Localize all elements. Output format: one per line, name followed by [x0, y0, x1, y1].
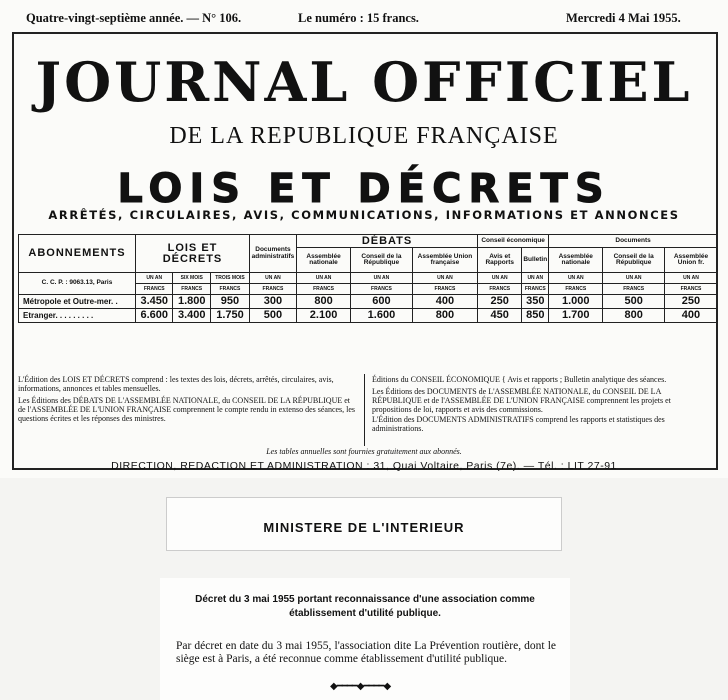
- row-label-etranger: Etranger. . . . . . . . .: [19, 309, 136, 323]
- price-cell: 350: [522, 295, 549, 309]
- unit-francs: FRANCS: [549, 284, 603, 295]
- price-cell: 600: [351, 295, 413, 309]
- period-un-an: UN AN: [522, 273, 549, 284]
- docs-an-header: Assemblée nationale: [549, 248, 603, 273]
- issue-date: Mercredi 4 Mai 1955.: [566, 11, 681, 25]
- section-title: LOIS ET DÉCRETS: [117, 166, 611, 212]
- decret-title: Décret du 3 mai 1955 portant reconnaissance d'une association comme établissement d'utilité publique.: [195, 594, 535, 619]
- price-cell: 800: [296, 295, 350, 309]
- price-cell: 3.450: [136, 295, 173, 309]
- unit-francs: FRANCS: [478, 284, 522, 295]
- row-label-metropole: Métropole et Outre-mer. .: [19, 295, 136, 309]
- unit-francs: FRANCS: [351, 284, 413, 295]
- period-un-an: UN AN: [136, 273, 173, 284]
- price-cell: 1.700: [549, 309, 603, 323]
- price-cell: 250: [478, 295, 522, 309]
- tables-note: Les tables annuelles sont fournies gratuitement aux abonnés.: [266, 447, 462, 456]
- docs-uf-header: Assemblée Union fr.: [664, 248, 717, 273]
- price-cell: 800: [603, 309, 665, 323]
- period-trois-mois: TROIS MOIS: [210, 273, 249, 284]
- price-cell: 450: [478, 309, 522, 323]
- debats-cr-header: Conseil de la République: [351, 248, 413, 273]
- debats-header: DÉBATS: [296, 235, 477, 248]
- price-cell: 1.600: [351, 309, 413, 323]
- issue-number: Quatre-vingt-septième année. — N° 106.: [26, 11, 242, 25]
- notes-left: [18, 375, 356, 426]
- price-cell: 6.600: [136, 309, 173, 323]
- period-six-mois: SIX MOIS: [173, 273, 210, 284]
- unit-francs: FRANCS: [210, 284, 249, 295]
- note-lois: L'Édition des LOIS ET DÉCRETS comprend : les textes des lois, décrets, arrêtés, circulaires, avis, informations, annonces et tables mensuelles.: [18, 375, 334, 393]
- note-docs-admin: L'Édition des DOCUMENTS ADMINISTRATIFS comprend les rapports et statistiques des administrations.: [372, 415, 665, 433]
- avis-header: Avis et Rapports: [478, 248, 522, 273]
- lois-header: LOIS ET DÉCRETS: [136, 235, 250, 273]
- unit-francs: FRANCS: [664, 284, 717, 295]
- note-documents: Les Éditions des DOCUMENTS de L'ASSEMBLÉE NATIONALE, du CONSEIL DE LA RÉPUBLIQUE et de l'ASSEMBLÉE DE L'UNION FRANÇAISE comprennent les projets et propositions de loi, rapports et avis des commissions.: [372, 387, 671, 414]
- period-un-an: UN AN: [549, 273, 603, 284]
- price-cell: 3.400: [173, 309, 210, 323]
- unit-francs: FRANCS: [249, 284, 296, 295]
- period-un-an: UN AN: [603, 273, 665, 284]
- unit-francs: FRANCS: [412, 284, 477, 295]
- table-row: [19, 295, 718, 309]
- unit-francs: FRANCS: [296, 284, 350, 295]
- debats-uf-header: Assemblée Union française: [412, 248, 477, 273]
- price-cell: 950: [210, 295, 249, 309]
- price-cell: 300: [249, 295, 296, 309]
- price-cell: 500: [603, 295, 665, 309]
- unit-francs: FRANCS: [603, 284, 665, 295]
- unit-francs: FRANCS: [136, 284, 173, 295]
- price-cell: 800: [412, 309, 477, 323]
- ccp-label: C. C. P. : 9063.13, Paris: [19, 273, 136, 295]
- debats-an-header: Assemblée nationale: [296, 248, 350, 273]
- price-cell: 500: [249, 309, 296, 323]
- ministere-heading: MINISTERE DE L'INTERIEUR: [263, 520, 465, 535]
- bulletin-header: Bulletin: [522, 248, 549, 273]
- issue-price: Le numéro : 15 francs.: [298, 11, 419, 25]
- price-cell: 250: [664, 295, 717, 309]
- decret-panel: [160, 578, 570, 700]
- price-cell: 400: [412, 295, 477, 309]
- period-un-an: UN AN: [412, 273, 477, 284]
- price-cell: 850: [522, 309, 549, 323]
- period-un-an: UN AN: [478, 273, 522, 284]
- notes-right: [372, 375, 712, 436]
- conseil-eco-header: Conseil économique: [478, 235, 549, 248]
- decret-body: Par décret en date du 3 mai 1955, l'association dite La Prévention routière, dont le siège est à Paris, a été reconnue comme établissement d'utilité publique.: [176, 640, 556, 665]
- table-row: [19, 309, 718, 323]
- price-cell: 400: [664, 309, 717, 323]
- note-debats: Les Éditions des DÉBATS DE L'ASSEMBLÉE NATIONALE, du CONSEIL DE LA RÉPUBLIQUE et de l'ASSEMBLÉE DE L'UNION FRANÇAISE comprennent le compte rendu in extenso des séances, les questions écrites et les réponses des ministres.: [18, 396, 356, 423]
- price-cell: 1.800: [173, 295, 210, 309]
- direction-line: DIRECTION, REDACTION ET ADMINISTRATION : 31, Quai Voltaire, Paris (7e). — Tél. : LIT 27-91: [111, 460, 617, 472]
- price-cell: 1.000: [549, 295, 603, 309]
- unit-francs: FRANCS: [173, 284, 210, 295]
- price-cell: 1.750: [210, 309, 249, 323]
- period-un-an: UN AN: [664, 273, 717, 284]
- ornament-divider: ◆━━━━◆━━━━◆: [330, 681, 391, 692]
- period-un-an: UN AN: [296, 273, 350, 284]
- note-conseil-eco: Éditions du CONSEIL ÉCONOMIQUE { Avis et rapports ; Bulletin analytique des séances.: [372, 375, 667, 384]
- docs-cr-header: Conseil de la République: [603, 248, 665, 273]
- notes-divider: [364, 374, 365, 446]
- journal-subtitle: DE LA REPUBLIQUE FRANÇAISE: [169, 123, 559, 149]
- period-un-an: UN AN: [249, 273, 296, 284]
- unit-francs: FRANCS: [522, 284, 549, 295]
- section-subtitle: ARRÊTÉS, CIRCULAIRES, AVIS, COMMUNICATIONS, INFORMATIONS ET ANNONCES: [48, 208, 680, 222]
- abonnements-header: ABONNEMENTS: [19, 235, 136, 273]
- ministere-panel: [166, 497, 562, 551]
- period-un-an: UN AN: [351, 273, 413, 284]
- price-cell: 2.100: [296, 309, 350, 323]
- journal-title: JOURNAL OFFICIEL: [35, 50, 693, 114]
- documents-header: Documents: [549, 235, 718, 248]
- docs-admin-header: Documents administratifs: [249, 235, 296, 273]
- subscription-table: [18, 234, 718, 323]
